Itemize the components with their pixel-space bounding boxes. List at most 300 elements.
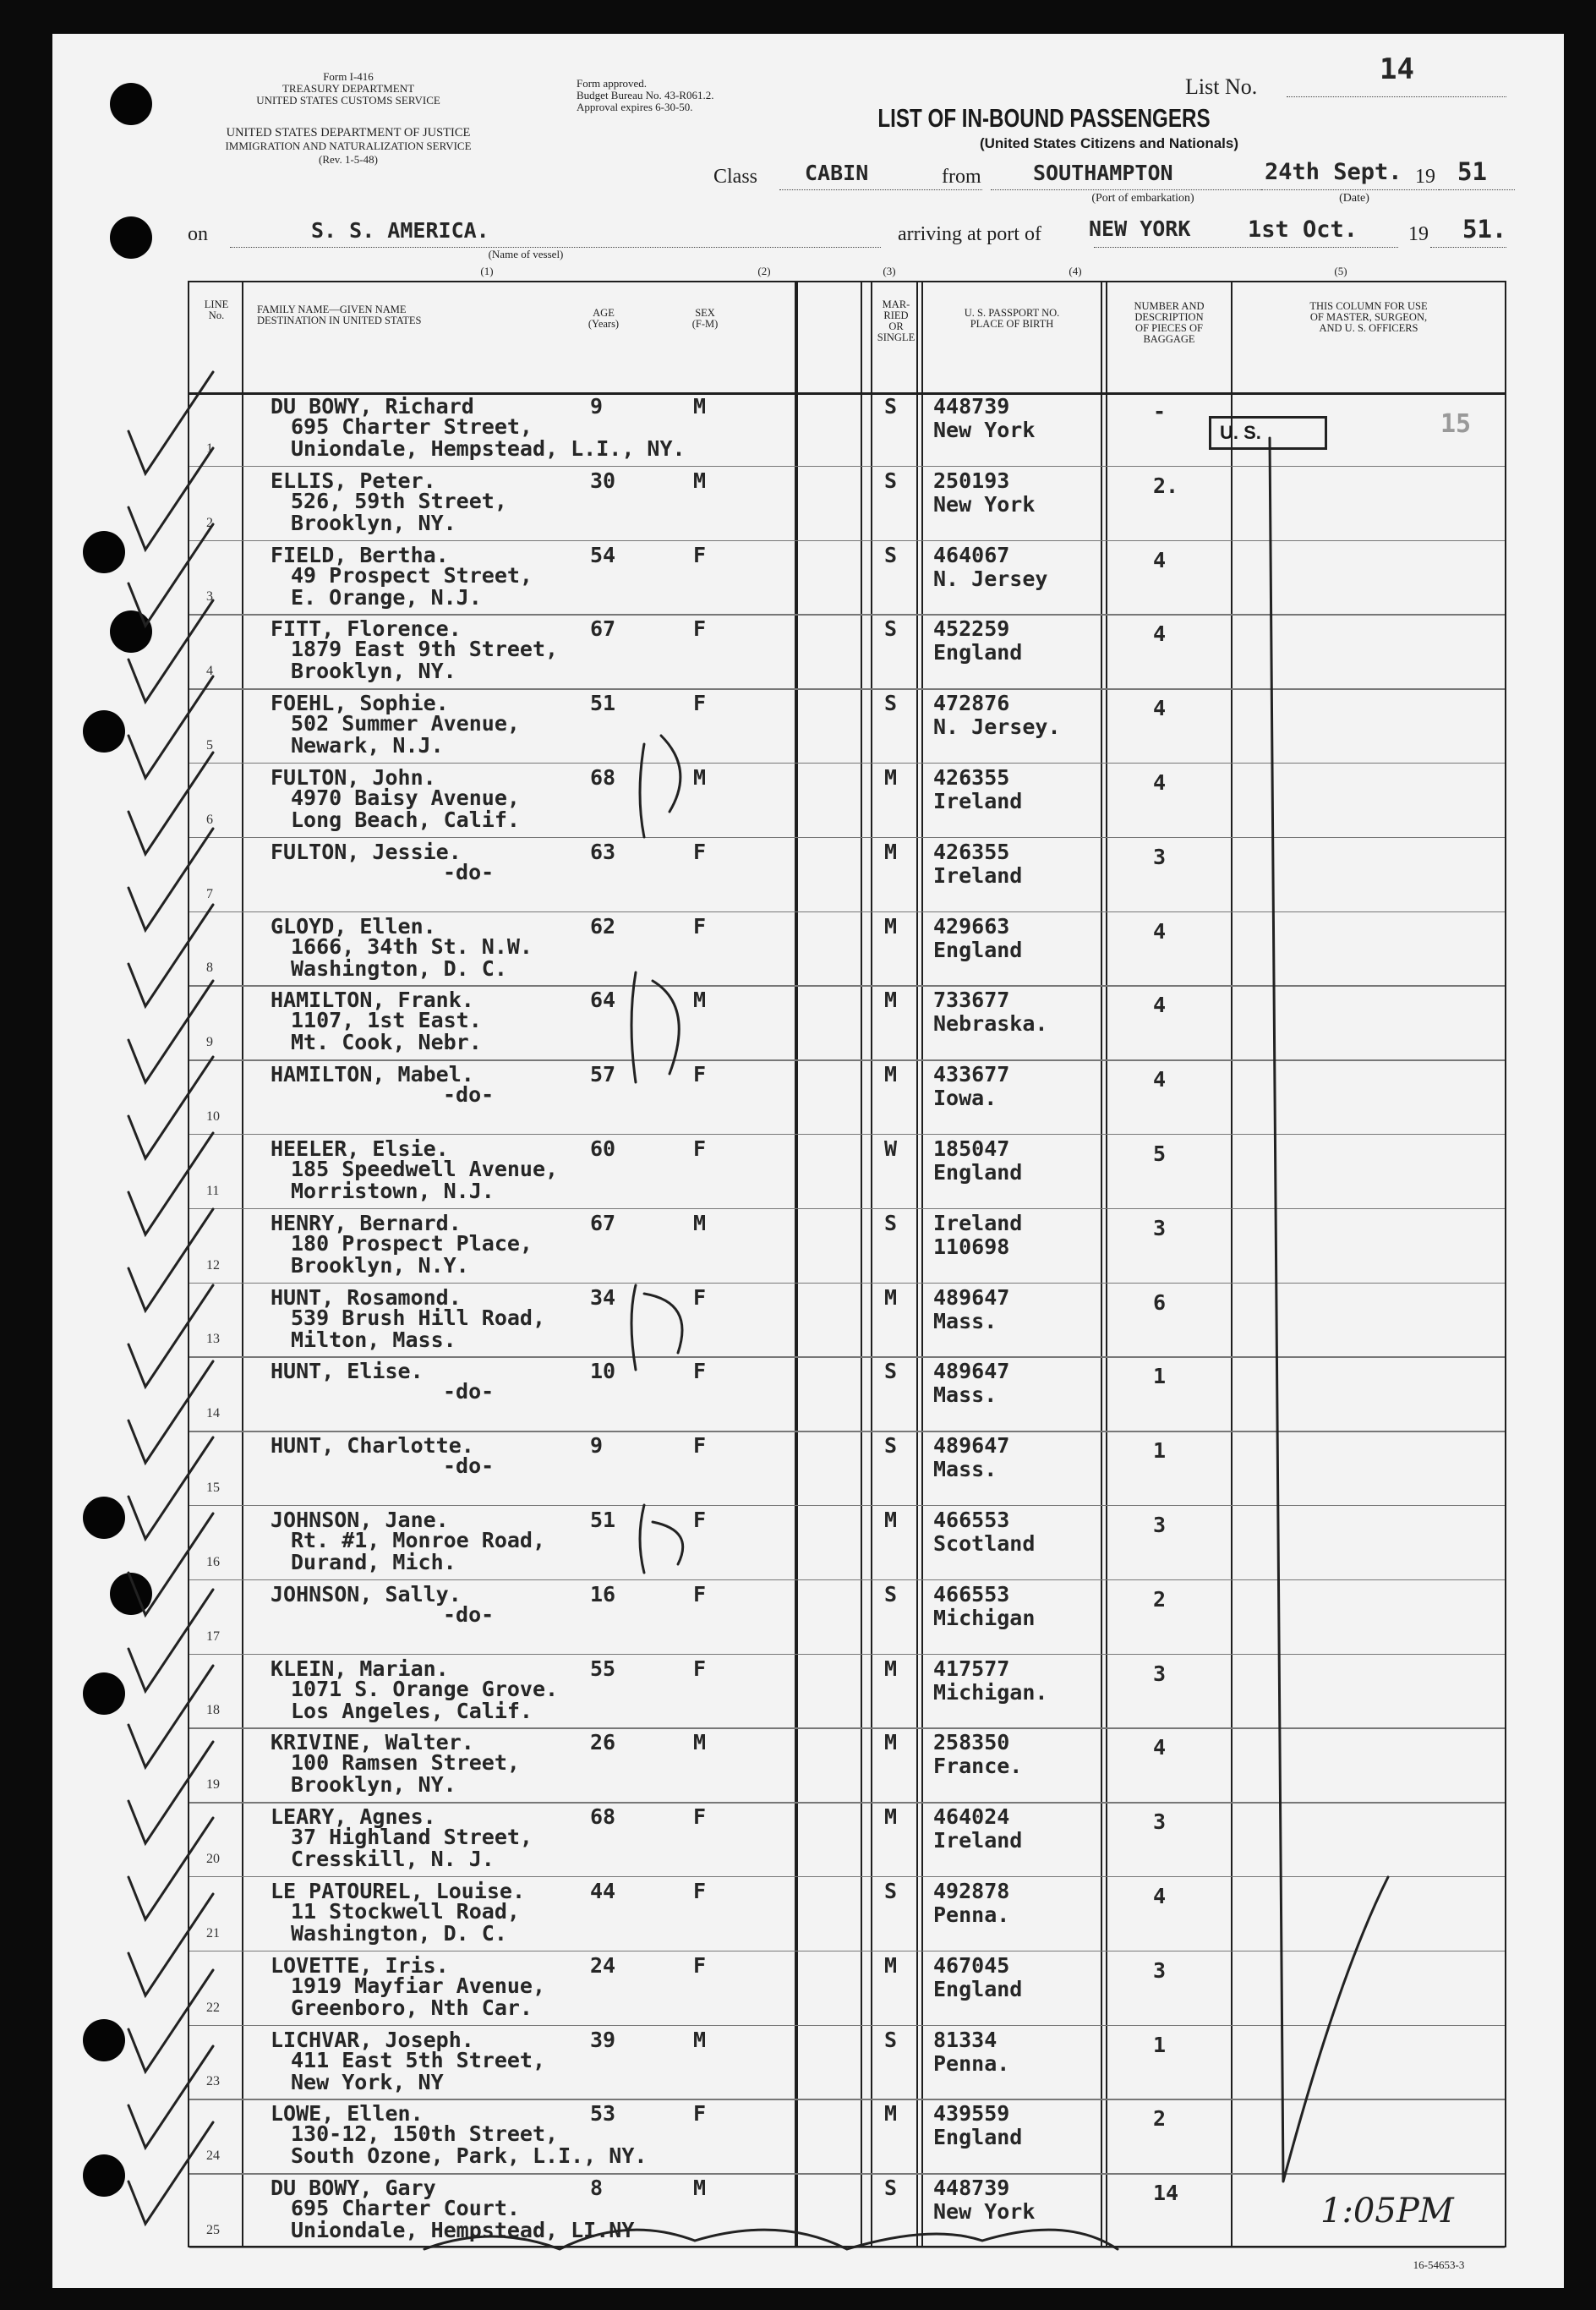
row-line-number: 21 [206,1925,220,1941]
passenger-age: 9 [590,1433,604,1459]
list-no-label: List No. [1185,74,1258,99]
place-of-birth: England [933,2125,1023,2150]
col-header-name: FAMILY NAME—GIVEN NAME DESTINATION IN UNITED STATES [257,304,422,326]
passenger-sex: F [693,1804,707,1830]
column-number: (1) [480,265,494,277]
place-of-birth: Michigan. [933,1679,1048,1705]
row-line-number: 15 [206,1480,220,1495]
table-row [189,1951,1505,2026]
punch-hole [83,1497,125,1539]
passenger-address: Washington, D. C. [291,955,507,981]
ins-service: IMMIGRATION AND NATURALIZATION SERVICE [225,140,472,152]
passenger-marital-status: W [884,1136,898,1161]
row-line-number: 11 [206,1183,220,1198]
passenger-name: FIELD, Bertha. [271,542,449,567]
baggage-count: 4 [1153,1067,1167,1092]
table-row [189,689,1505,764]
passenger-age: 67 [590,616,616,642]
class-underline [779,189,982,190]
passport-number: 250193 [933,468,1010,493]
passenger-table [188,281,1506,2247]
baggage-count: 14 [1153,2181,1179,2206]
passenger-age: 9 [590,394,604,419]
punch-hole [110,216,152,259]
place-of-birth: England [933,1160,1023,1185]
passenger-age: 57 [590,1062,616,1087]
passenger-address: 502 Summer Avenue, [291,711,520,736]
passenger-address: 1879 East 9th Street, [291,637,559,662]
table-row [189,2026,1505,2100]
place-of-birth: Ireland [933,1828,1023,1853]
row-line-number: 1 [206,441,213,456]
approval-line: Budget Bureau No. 43-R061.2. [577,89,714,101]
passenger-marital-status: S [884,1879,898,1903]
passenger-marital-status: S [884,2176,898,2201]
passenger-address: 411 East 5th Street, [291,2047,546,2072]
year-underline [1430,247,1506,248]
date-caption: (Date) [1339,192,1369,205]
passenger-marital-status: M [884,1656,898,1681]
row-line-number: 20 [206,1851,220,1866]
row-line-number: 23 [206,2074,220,2089]
table-row [189,1803,1505,1877]
place-of-birth: France. [933,1754,1023,1779]
passenger-name: LICHVAR, Joseph. [271,2027,474,2052]
table-row [189,838,1505,912]
passenger-age: 44 [590,1879,616,1903]
place-of-birth: England [933,640,1023,665]
passenger-rows [189,392,1505,2246]
col-header-officers: THIS COLUMN FOR USE OF MASTER, SURGEON, AND U. S. OFFICERS [1309,300,1428,334]
passport-number: 472876 [933,691,1010,716]
passport-number: 185047 [933,1136,1010,1161]
baggage-count: 6 [1153,1289,1167,1315]
passenger-age: 62 [590,913,616,939]
passenger-marital-status: S [884,394,898,419]
passport-number: 733677 [933,988,1010,1013]
place-of-birth: N. Jersey [933,566,1048,591]
passenger-age: 68 [590,765,616,790]
passenger-marital-status: M [884,1062,898,1087]
passenger-address: 1107, 1st East. [291,1008,482,1033]
passenger-sex: F [693,616,707,642]
passenger-age: 34 [590,1284,616,1310]
passenger-sex: M [693,988,707,1013]
passenger-address: 1071 S. Orange Grove. [291,1676,559,1701]
passenger-name: FULTON, Jessie. [271,839,462,864]
passenger-name: HAMILTON, Mabel. [271,1062,474,1087]
passenger-marital-status: S [884,1210,898,1235]
passport-number: 464024 [933,1804,1010,1830]
punch-hole [83,1672,125,1715]
passenger-age: 54 [590,542,616,567]
passenger-sex: F [693,839,707,864]
on-label: on [188,223,208,245]
passenger-age: 55 [590,1656,616,1681]
passenger-address: -do- [443,1453,495,1479]
passport-number: 452259 [933,616,1010,642]
passenger-name: DU BOWY, Richard [271,394,474,419]
place-of-birth: New York [933,2199,1036,2225]
table-row [189,541,1505,616]
table-row [189,1209,1505,1284]
passenger-address: Long Beach, Calif. [291,807,520,832]
baggage-count: 1 [1153,2032,1167,2057]
table-row [189,615,1505,689]
passenger-marital-status: M [884,2101,898,2127]
passenger-marital-status: S [884,1581,898,1607]
from-label: from [942,166,981,188]
baggage-count: 1 [1153,1438,1167,1464]
passenger-marital-status: S [884,1433,898,1459]
passenger-age: 8 [590,2176,604,2201]
column-number: (2) [757,265,771,277]
passenger-address: Los Angeles, Calif. [291,1698,533,1723]
passenger-name: FULTON, John. [271,765,436,790]
table-row [189,2099,1505,2174]
arrival-port: NEW YORK [1089,216,1191,241]
port-caption: (Port of embarkation) [1091,192,1194,205]
passenger-name: HUNT, Rosamond. [271,1284,462,1310]
row-line-number: 19 [206,1777,220,1793]
place-of-birth: Ireland [933,789,1023,813]
form-number: Form I-416 [323,70,374,83]
table-row [189,1506,1505,1580]
passenger-address: 49 Prospect Street, [291,562,533,588]
baggage-count: - [1153,399,1167,424]
baggage-count: 3 [1153,844,1167,869]
col-header-sex: SEX (F-M) [691,307,719,330]
passenger-name: DU BOWY, Gary [271,2176,436,2201]
passenger-marital-status: M [884,1508,898,1532]
passenger-name: HAMILTON, Frank. [271,988,474,1013]
table-row [189,1431,1505,1506]
passenger-address: Brooklyn, N.Y. [291,1252,469,1278]
class-label: Class [713,166,758,188]
baggage-count: 2 [1153,1586,1167,1612]
table-row [189,1060,1505,1135]
approval-line: Approval expires 6-30-50. [577,101,693,113]
passenger-name: JOHNSON, Sally. [271,1581,462,1607]
passenger-marital-status: S [884,691,898,716]
passenger-address: Washington, D. C. [291,1921,507,1946]
row-line-number: 25 [206,2222,220,2237]
passport-number: 417577 [933,1656,1010,1681]
passenger-address: -do- [443,1082,495,1108]
table-row [189,1728,1505,1803]
year-underline [1439,189,1515,190]
passenger-address: -do- [443,859,495,884]
passenger-address: 1666, 34th St. N.W. [291,933,533,959]
passport-number: 489647 [933,1359,1010,1384]
footer-code: 16-54653-3 [1413,2258,1465,2271]
table-row [189,1357,1505,1431]
passenger-age: 60 [590,1136,616,1161]
place-of-birth: Mass. [933,1308,998,1333]
baggage-count: 4 [1153,993,1167,1018]
baggage-count: 3 [1153,1809,1167,1835]
passport-number: 448739 [933,394,1010,419]
passenger-address: 1919 Mayfiar Avenue, [291,1973,546,1998]
baggage-count: 3 [1153,1957,1167,1983]
row-line-number: 8 [206,961,213,976]
baggage-count: 3 [1153,1513,1167,1537]
passenger-age: 16 [590,1581,616,1607]
punch-hole [110,83,152,125]
passport-number: 448739 [933,2176,1010,2201]
passenger-sex: M [693,2027,707,2052]
year-prefix: 19 [1408,223,1429,245]
list-no-underline [1287,96,1506,97]
place-of-birth: Penna. [933,2050,1010,2076]
place-of-birth: England [933,937,1023,962]
passenger-address: Milton, Mass. [291,1327,456,1352]
table-row [189,1655,1505,1729]
passenger-marital-status: M [884,988,898,1013]
table-row [189,1284,1505,1358]
table-row [189,1135,1505,1209]
passenger-sex: F [693,1136,707,1161]
passenger-address: 539 Brush Hill Road, [291,1305,546,1330]
passenger-marital-status: S [884,468,898,493]
passenger-sex: M [693,2176,707,2201]
passenger-address: Greenboro, Nth Car. [291,1995,533,2020]
treasury-dept: TREASURY DEPARTMENT [281,82,415,95]
passenger-name: GLOYD, Ellen. [271,913,436,939]
passenger-name: ELLIS, Peter. [271,468,436,493]
passenger-address: Durand, Mich. [291,1550,456,1574]
passport-number: 429663 [933,913,1010,939]
passenger-age: 53 [590,2101,616,2127]
passenger-marital-status: M [884,1804,898,1830]
row-line-number: 9 [206,1035,213,1050]
passenger-name: FOEHL, Sophie. [271,691,449,716]
passenger-address: -do- [443,1379,495,1404]
baggage-count: 4 [1153,696,1167,721]
col-header-age: AGE (Years) [588,307,620,330]
passenger-address: Newark, N.J. [291,733,444,758]
passenger-address: Uniondale, Hempstead, LI.NY [291,2218,635,2243]
place-of-birth: N. Jersey. [933,714,1061,740]
passenger-sex: F [693,1062,707,1087]
passenger-age: 67 [590,1210,616,1235]
baggage-count: 4 [1153,1735,1167,1760]
row-line-number: 16 [206,1554,220,1569]
punch-hole [83,2019,125,2061]
passenger-name: HEELER, Elsie. [271,1136,449,1161]
place-of-birth: Penna. [933,1902,1010,1927]
embark-date: 24th Sept. [1265,159,1402,185]
table-row [189,986,1505,1060]
page-subtitle: (United States Citizens and Nationals) [979,135,1239,151]
passenger-sex: F [693,1952,707,1978]
passport-number: 439559 [933,2101,1010,2127]
col-header-line: LINE No. [204,298,229,321]
passenger-marital-status: S [884,616,898,642]
page-title: LIST OF IN-BOUND PASSENGERS [877,103,1211,133]
baggage-count: 1 [1153,1364,1167,1389]
place-of-birth: 110698 [933,1234,1010,1259]
passenger-address: 37 Highland Street, [291,1825,533,1850]
passport-number: 489647 [933,1433,1010,1459]
passport-number: 464067 [933,542,1010,567]
vessel-name: S. S. AMERICA. [311,218,489,243]
passport-number: 466553 [933,1581,1010,1607]
baggage-count: 4 [1153,1884,1167,1908]
row-line-number: 18 [206,1703,220,1718]
baggage-count: 4 [1153,770,1167,795]
baggage-count: 2 [1153,2106,1167,2132]
passenger-age: 51 [590,1508,616,1532]
place-of-birth: England [933,1976,1023,2001]
passenger-marital-status: S [884,2027,898,2052]
passenger-age: 39 [590,2027,616,2052]
passenger-name: KRIVINE, Walter. [271,1730,474,1755]
passenger-address: South Ozone, Park, L.I., NY. [291,2143,648,2169]
baggage-count: 4 [1153,621,1167,647]
passenger-sex: F [693,1284,707,1310]
passenger-name: FITT, Florence. [271,616,462,642]
passenger-age: 51 [590,691,616,716]
place-of-birth: Scotland [933,1531,1036,1556]
manifest-sheet [52,34,1564,2288]
row-line-number: 6 [206,812,213,827]
column-number: (3) [883,265,896,277]
place-of-birth: Ireland [933,862,1023,888]
passenger-age: 24 [590,1952,616,1978]
passenger-sex: F [693,1656,707,1681]
passport-number: 467045 [933,1952,1010,1978]
passenger-name: HUNT, Charlotte. [271,1433,474,1459]
row-line-number: 24 [206,2149,220,2164]
punch-hole [110,1573,152,1615]
place-of-birth: Michigan [933,1605,1036,1630]
passport-number: 426355 [933,839,1010,864]
row-line-number: 13 [206,1332,220,1347]
place-of-birth: New York [933,418,1036,442]
embark-year: 51 [1457,157,1487,186]
table-row [189,2174,1505,2248]
arrival-year: 51. [1462,215,1507,244]
row-line-number: 2 [206,515,213,530]
passenger-address: Uniondale, Hempstead, L.I., NY. [291,436,686,461]
passenger-name: KLEIN, Marian. [271,1656,449,1681]
punch-hole [83,2154,125,2197]
punch-hole [83,531,125,573]
passenger-address: Rt. #1, Monroe Road, [291,1528,546,1552]
passenger-marital-status: M [884,839,898,864]
passenger-name: HENRY, Bernard. [271,1210,462,1235]
passport-number: 489647 [933,1284,1010,1310]
punch-hole [83,710,125,753]
baggage-count: 2. [1153,473,1179,498]
passenger-address: Brooklyn, NY. [291,510,456,535]
vessel-caption: (Name of vessel) [488,248,564,260]
class-value: CABIN [805,161,869,185]
passport-number: 492878 [933,1879,1010,1903]
passenger-name: LOVETTE, Iris. [271,1952,449,1978]
customs-service: UNITED STATES CUSTOMS SERVICE [256,94,440,107]
row-line-number: 12 [206,1257,220,1273]
customs-stamp: U. S. [1209,416,1327,450]
passport-number: 81334 [933,2027,998,2052]
passenger-sex: F [693,1508,707,1532]
column-number: (5) [1334,265,1347,277]
passenger-address: Cresskill, N. J. [291,1847,495,1872]
port-underline [991,189,1295,190]
baggage-count: 4 [1153,918,1167,944]
passenger-address: 100 Ramsen Street, [291,1750,520,1776]
passenger-address: Mt. Cook, Nebr. [291,1030,482,1055]
passenger-sex: F [693,542,707,567]
list-number: 14 [1380,52,1414,86]
passport-number: 466553 [933,1508,1010,1532]
row-line-number: 17 [206,1628,220,1644]
place-of-birth: Mass. [933,1457,998,1482]
passenger-age: 63 [590,839,616,864]
column-number: (4) [1069,265,1082,277]
row-line-number: 4 [206,664,213,679]
place-of-birth: Mass. [933,1382,998,1408]
passenger-age: 26 [590,1730,616,1755]
baggage-count: 3 [1153,1661,1167,1686]
passenger-name: LE PATOUREL, Louise. [271,1879,526,1903]
handwritten-time: 1:05PM [1320,2192,1454,2231]
stamp-number: 15 [1440,409,1472,439]
table-row [189,467,1505,541]
justice-dept: UNITED STATES DEPARTMENT OF JUSTICE [226,126,471,140]
passenger-address: 180 Prospect Place, [291,1230,533,1256]
passenger-sex: M [693,1210,707,1235]
passenger-address: Brooklyn, NY. [291,1772,456,1798]
passenger-address: 11 Stockwell Road, [291,1899,520,1924]
place-of-birth: Nebraska. [933,1011,1048,1037]
passenger-marital-status: S [884,542,898,567]
passenger-address: E. Orange, N.J. [291,584,482,610]
row-line-number: 22 [206,2000,220,2015]
passenger-address: -do- [443,1601,495,1627]
row-line-number: 7 [206,886,213,901]
form-revision: (Rev. 1-5-48) [319,153,378,166]
passenger-age: 68 [590,1804,616,1830]
passenger-address: 4970 Baisy Avenue, [291,786,520,810]
passenger-age: 30 [590,468,616,493]
passenger-address: 695 Charter Court. [291,2196,520,2221]
passenger-name: LEARY, Agnes. [271,1804,436,1830]
passenger-address: 526, 59th Street, [291,488,507,513]
row-line-number: 14 [206,1406,220,1421]
row-line-number: 5 [206,737,213,753]
port-of-embarkation: SOUTHAMPTON [1033,161,1173,185]
passenger-address: 695 Charter Street, [291,414,533,439]
passenger-address: Morristown, N.J. [291,1179,495,1203]
col-header-passport: U. S. PASSPORT NO. PLACE OF BIRTH [964,307,1060,330]
table-row [189,764,1505,838]
arrival-underline [1094,247,1398,248]
passport-number: 258350 [933,1730,1010,1755]
baggage-count: 3 [1153,1215,1167,1240]
passenger-sex: F [693,1433,707,1459]
row-rule [189,2247,1505,2249]
place-of-birth: New York [933,491,1036,517]
passenger-sex: M [693,1730,707,1755]
place-of-birth: Iowa. [933,1086,998,1111]
table-row [189,912,1505,987]
passenger-sex: F [693,1879,707,1903]
passenger-address: 130-12, 150th Street, [291,2121,559,2147]
row-line-number: 3 [206,589,213,605]
passenger-marital-status: S [884,1359,898,1384]
